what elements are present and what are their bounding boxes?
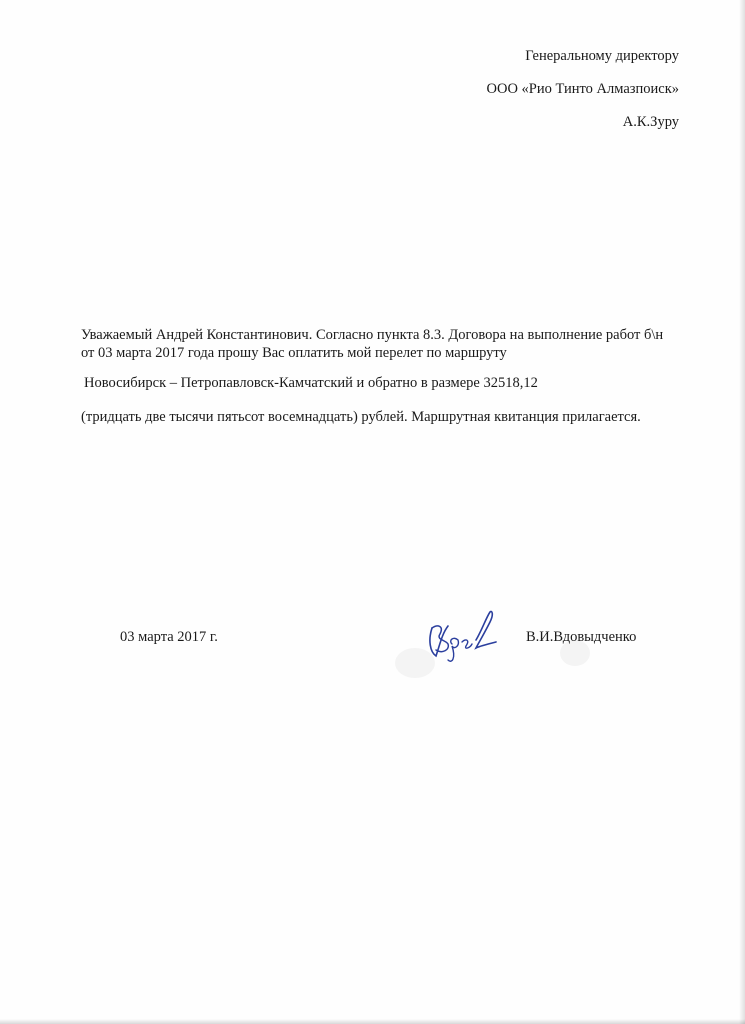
body-line-1: Уважаемый Андрей Константинович. Согласно пункта 8.3. Договора на выполнение работ б\н bbox=[81, 327, 664, 343]
addressee-name: А.К.Зуру bbox=[622, 114, 679, 130]
handwritten-signature bbox=[418, 600, 518, 670]
scan-edge bbox=[739, 0, 745, 1024]
body-line-3: Новосибирск – Петропавловск-Камчатский и обратно в размере 32518,12 bbox=[84, 375, 538, 391]
scan-bottom-edge bbox=[0, 1019, 745, 1024]
addressee-company: ООО «Рио Тинто Алмазпоиск» bbox=[486, 81, 679, 97]
addressee-title: Генеральному директору bbox=[525, 48, 679, 64]
addressee-block bbox=[487, 40, 679, 139]
body-line-4: (тридцать две тысячи пятьсот восемнадцать) рублей. Маршрутная квитанция прилагается. bbox=[81, 409, 641, 425]
signatory-name: В.И.Вдовыдченко bbox=[526, 629, 637, 645]
body-line-2: от 03 марта 2017 года прошу Вас оплатить мой перелет по маршруту bbox=[81, 345, 507, 361]
letter-date: 03 марта 2017 г. bbox=[120, 629, 218, 645]
